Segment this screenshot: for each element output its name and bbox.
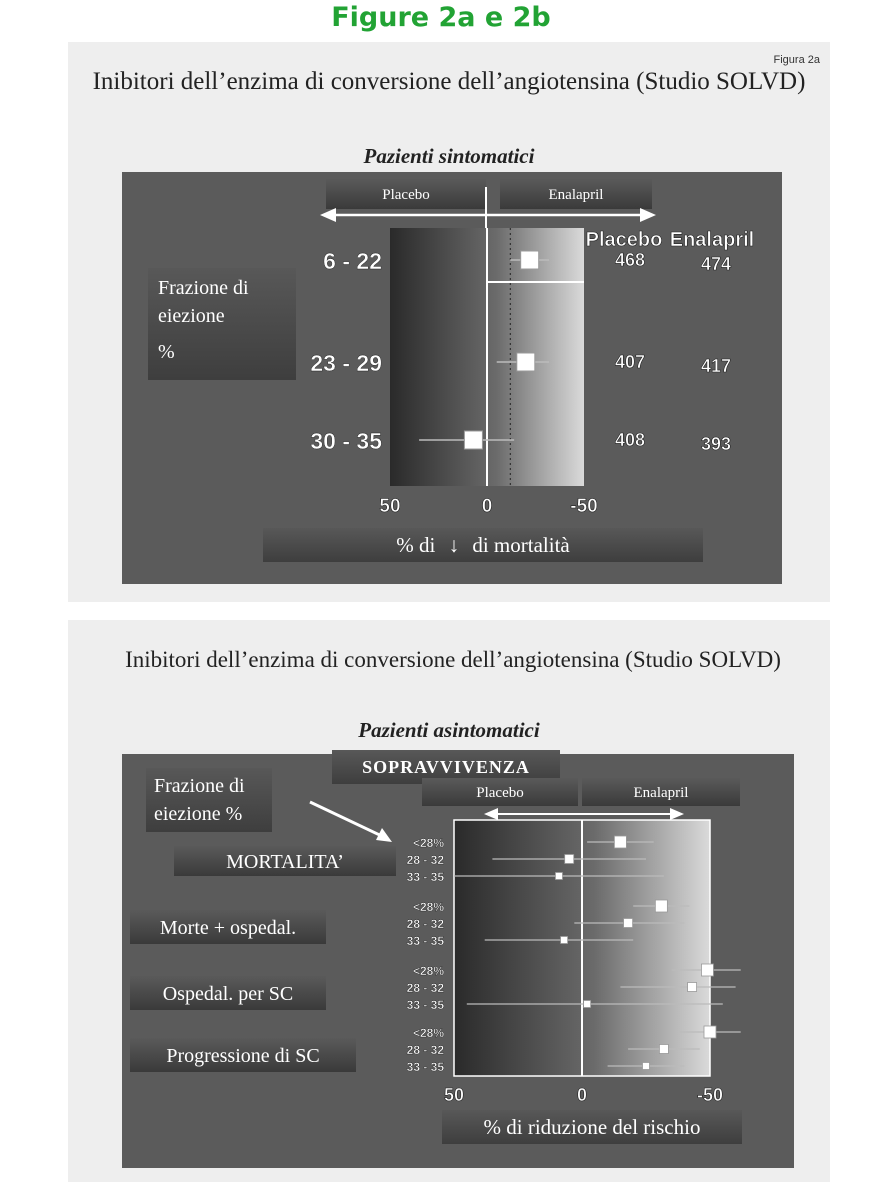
estimate-square <box>659 1045 668 1054</box>
right-arrowhead <box>640 208 656 222</box>
estimate-square <box>643 1063 650 1070</box>
estimate-square <box>464 431 482 449</box>
y-group-line-3: % <box>158 341 175 363</box>
xlabel-part-1: % di <box>396 533 436 557</box>
group-label: Morte + ospedal. <box>159 917 297 939</box>
enalapril-arrow-label: Enalapril <box>633 785 689 801</box>
x-tick-label: 50 <box>379 496 401 517</box>
column-header-placebo: Placebo <box>585 229 663 251</box>
estimate-square <box>517 353 535 371</box>
estimate-square <box>584 1001 591 1008</box>
estimate-square <box>704 1026 716 1038</box>
figure-2b-panel <box>68 620 830 1182</box>
estimate-square <box>555 873 562 880</box>
figure-2a-panel <box>68 42 830 602</box>
figure-2a-label: Figura 2a <box>773 54 820 66</box>
figure-2b-forest-plot <box>68 620 830 1182</box>
estimate-square <box>521 251 539 269</box>
estimate-square <box>688 983 697 992</box>
down-arrow-icon: ↓ <box>448 533 460 557</box>
group-label: Ospedal. per SC <box>162 983 294 1005</box>
y-group-line-2: eiezione % <box>154 803 243 825</box>
estimate-square <box>614 836 626 848</box>
estimate-square <box>701 964 713 976</box>
x-tick-label: 50 <box>443 1085 465 1105</box>
figure-2a-title: Inibitori dell’enzima di conversione dell’angiotensina (Studio SOLVD) <box>92 68 806 95</box>
x-tick-label: 0 <box>481 496 493 517</box>
subgroup-label: 33 - 35 <box>406 1060 444 1074</box>
pointer-arrow-shaft <box>310 802 386 838</box>
n-enalapril: 417 <box>700 356 732 376</box>
n-placebo: 468 <box>614 250 646 270</box>
y-group-line-2: eiezione <box>158 305 225 327</box>
figure-2a-forest-plot <box>68 42 830 602</box>
subgroup-label: <28% <box>412 900 444 914</box>
y-group-line-1: Frazione di <box>154 775 245 797</box>
y-group-line-1: Frazione di <box>158 277 249 299</box>
group-label: Progressione di SC <box>166 1045 320 1067</box>
subgroup-label: <28% <box>412 1026 444 1040</box>
subgroup-label: 28 - 32 <box>406 981 444 995</box>
figure-2b-subtitle: Pazienti asintomatici <box>358 718 540 742</box>
row-label: 6 - 22 <box>323 248 382 274</box>
x-tick-label: -50 <box>696 1085 724 1105</box>
row-label: 23 - 29 <box>310 350 382 376</box>
xlabel-part-2: di mortalità <box>472 533 570 557</box>
figure-2b-header-label: SOPRAVVIVENZA <box>332 750 560 784</box>
subgroup-label: 33 - 35 <box>406 934 444 948</box>
figure-2b-title: Inibitori dell’enzima di conversione dell’angiotensina (Studio SOLVD) <box>125 647 781 672</box>
row-label: 30 - 35 <box>310 428 382 454</box>
figure-heading: Figure 2a e 2b <box>331 2 551 33</box>
subgroup-label: <28% <box>412 964 444 978</box>
subgroup-label: 33 - 35 <box>406 998 444 1012</box>
enalapril-arrow-label: Enalapril <box>548 187 604 203</box>
right-arrowhead <box>670 808 684 820</box>
left-arrowhead <box>484 808 498 820</box>
subgroup-label: 28 - 32 <box>406 1043 444 1057</box>
n-placebo: 407 <box>614 352 646 372</box>
n-enalapril: 474 <box>700 254 732 274</box>
figure-2b-x-axis-label: % di riduzione del rischio <box>442 1110 742 1144</box>
estimate-square <box>565 855 574 864</box>
column-header-enalapril: Enalapril <box>669 229 755 251</box>
x-tick-label: -50 <box>570 496 598 517</box>
subgroup-label: <28% <box>412 836 444 850</box>
x-tick-label: 0 <box>576 1085 588 1105</box>
estimate-square <box>655 900 667 912</box>
estimate-square <box>624 919 633 928</box>
figure-2a-subtitle: Pazienti sintomatici <box>363 144 535 168</box>
subgroup-label: 33 - 35 <box>406 870 444 884</box>
n-placebo: 408 <box>614 430 646 450</box>
placebo-arrow-label: Placebo <box>382 187 430 203</box>
group-label: MORTALITA’ <box>226 851 344 873</box>
subgroup-label: 28 - 32 <box>406 853 444 867</box>
estimate-square <box>561 937 568 944</box>
placebo-arrow-label: Placebo <box>476 785 524 801</box>
left-arrowhead <box>320 208 336 222</box>
n-enalapril: 393 <box>700 434 732 454</box>
subgroup-label: 28 - 32 <box>406 917 444 931</box>
